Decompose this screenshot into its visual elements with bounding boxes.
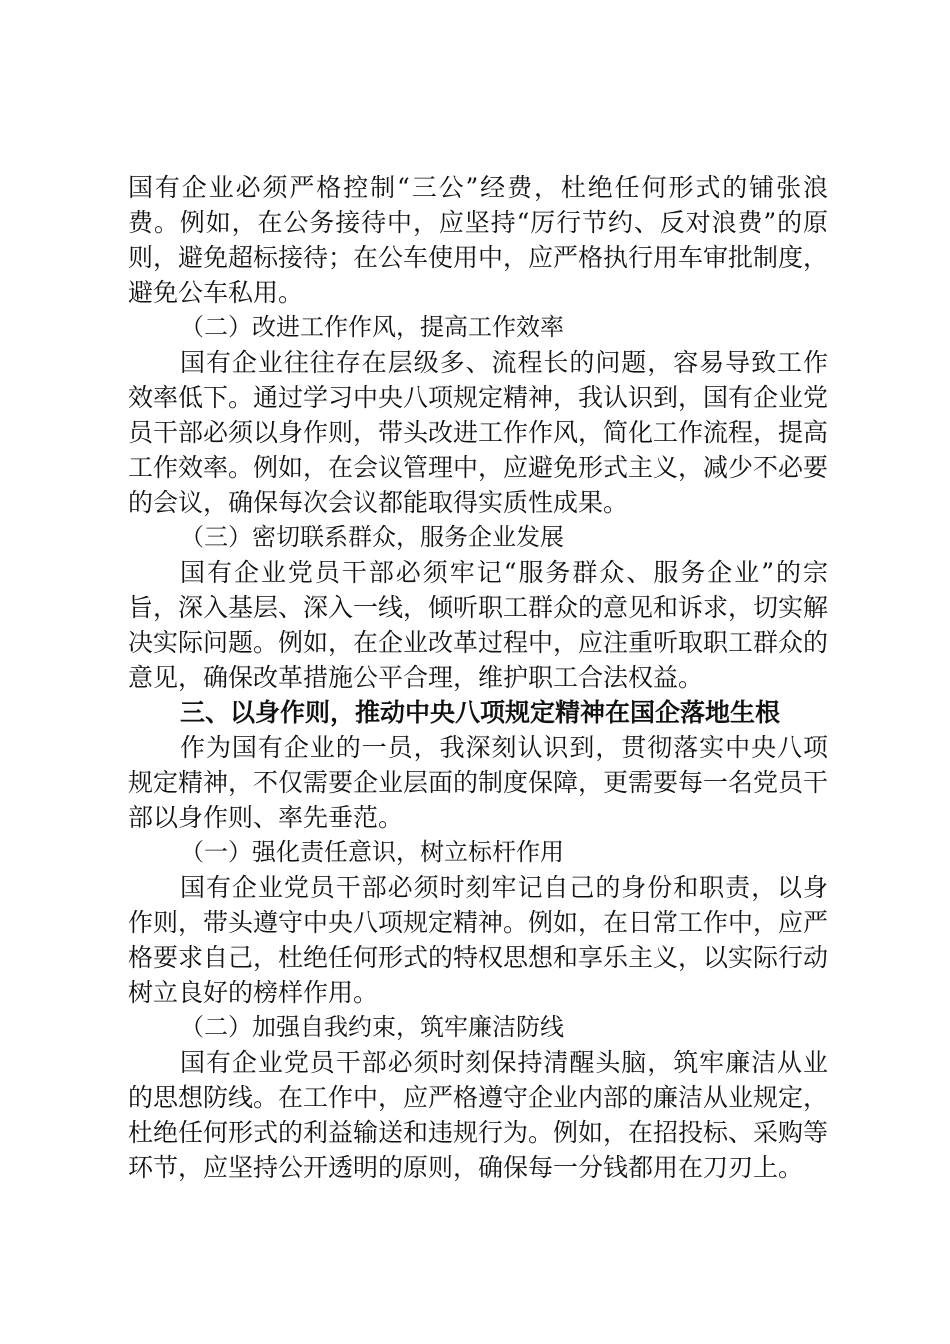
body-paragraph: 作为国有企业的一员，我深刻认识到，贯彻落实中央八项规定精神，不仅需要企业层面的制度保障，更需要每一名党员干部以身作则、率先垂范。 <box>128 733 829 832</box>
body-paragraph: 国有企业党员干部必须牢记“服务群众、服务企业”的宗旨，深入基层、深入一线，倾听职工群众的意见和诉求，切实解决实际问题。例如，在企业改革过程中，应注重听取职工群众的意见，确保改革措施公平合理，维护职工合法权益。 <box>128 558 829 692</box>
body-paragraph-continued: 国有企业必须严格控制“三公”经费，杜绝任何形式的铺张浪费。例如，在公务接待中，应坚持“厉行节约、反对浪费”的原则，避免超标接待；在公车使用中，应严格执行用车审批制度，避免公车私用。 <box>128 173 829 307</box>
subheading-responsibility: （一）强化责任意识，树立标杆作用 <box>180 838 564 866</box>
document-body <box>128 170 828 1185</box>
body-paragraph: 国有企业往往存在层级多、流程长的问题，容易导致工作效率低下。通过学习中央八项规定精神，我认识到，国有企业党员干部必须以身作则，带头改进工作作风，简化工作流程，提高工作效率。例如，在会议管理中，应避免形式主义，减少不必要的会议，确保每次会议都能取得实质性成果。 <box>128 348 829 517</box>
subheading-contact-masses: （三）密切联系群众，服务企业发展 <box>180 523 564 551</box>
subheading-improve-work-style: （二）改进工作作风，提高工作效率 <box>180 313 564 341</box>
subheading-self-discipline: （二）加强自我约束，筑牢廉洁防线 <box>180 1013 564 1041</box>
body-paragraph: 国有企业党员干部必须时刻牢记自己的身份和职责，以身作则，带头遵守中央八项规定精神。例如，在日常工作中，应严格要求自己，杜绝任何形式的特权思想和享乐主义，以实际行动树立良好的榜样作用。 <box>128 873 829 1007</box>
section-heading-three: 三、以身作则，推动中央八项规定精神在国企落地生根 <box>180 698 781 727</box>
body-paragraph: 国有企业党员干部必须时刻保持清醒头脑，筑牢廉洁从业的思想防线。在工作中，应严格遵守企业内部的廉洁从业规定，杜绝任何形式的利益输送和违规行为。例如，在招投标、采购等环节，应坚持公开透明的原则，确保每一分钱都用在刀刃上。 <box>128 1048 829 1182</box>
